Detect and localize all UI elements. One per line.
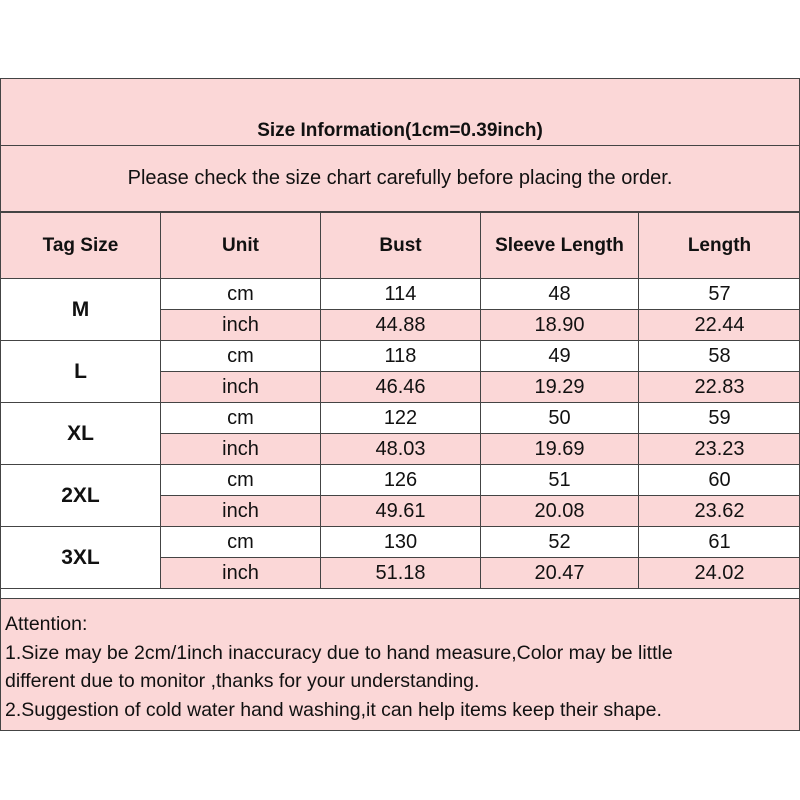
bust-cell: 118 (321, 341, 481, 372)
length-cell: 22.44 (639, 310, 800, 341)
bust-cell: 130 (321, 527, 481, 558)
unit-cell: inch (161, 558, 321, 589)
bust-cell: 46.46 (321, 372, 481, 403)
chart-title: Size Information(1cm=0.39inch) (257, 120, 543, 141)
note-line: 2.Suggestion of cold water hand washing,it can help items keep their shape. (5, 698, 662, 721)
bust-cell: 48.03 (321, 434, 481, 465)
bust-cell: 49.61 (321, 496, 481, 527)
sleeve-length-cell: 18.90 (481, 310, 639, 341)
sleeve-length-cell: 48 (481, 279, 639, 310)
size-table (0, 212, 800, 589)
attention-heading: Attention: (5, 613, 88, 635)
sleeve-length-cell: 20.47 (481, 558, 639, 589)
column-header-length: Length (639, 213, 800, 279)
chart-subtitle: Please check the size chart carefully before placing the order. (127, 167, 673, 189)
tag-size-cell: M (1, 279, 161, 341)
length-cell: 61 (639, 527, 800, 558)
bust-cell: 51.18 (321, 558, 481, 589)
tag-size-cell: 2XL (1, 465, 161, 527)
unit-cell: inch (161, 310, 321, 341)
table-row (1, 279, 800, 310)
bust-cell: 122 (321, 403, 481, 434)
table-row (1, 341, 800, 372)
size-chart (0, 78, 800, 589)
length-cell: 57 (639, 279, 800, 310)
bust-cell: 126 (321, 465, 481, 496)
unit-cell: inch (161, 434, 321, 465)
sleeve-length-cell: 19.69 (481, 434, 639, 465)
unit-cell: cm (161, 341, 321, 372)
table-row (1, 527, 800, 558)
column-header-sleeve-length: Sleeve Length (481, 213, 639, 279)
unit-cell: cm (161, 465, 321, 496)
table-row (1, 403, 800, 434)
unit-cell: cm (161, 527, 321, 558)
length-cell: 23.62 (639, 496, 800, 527)
unit-cell: cm (161, 279, 321, 310)
note-line: different due to monitor ,thanks for your understanding. (5, 670, 480, 692)
unit-cell: inch (161, 496, 321, 527)
table-header-row (1, 213, 800, 279)
sleeve-length-cell: 20.08 (481, 496, 639, 527)
column-header-bust: Bust (321, 213, 481, 279)
length-cell: 58 (639, 341, 800, 372)
column-header-tag-size: Tag Size (1, 213, 161, 279)
bust-cell: 114 (321, 279, 481, 310)
tag-size-cell: XL (1, 403, 161, 465)
table-row (1, 465, 800, 496)
sleeve-length-cell: 49 (481, 341, 639, 372)
chart-title-row (0, 79, 800, 146)
tag-size-cell: 3XL (1, 527, 161, 589)
column-header-unit: Unit (161, 213, 321, 279)
sleeve-length-cell: 52 (481, 527, 639, 558)
length-cell: 60 (639, 465, 800, 496)
sleeve-length-cell: 51 (481, 465, 639, 496)
attention-notes (0, 598, 800, 731)
length-cell: 23.23 (639, 434, 800, 465)
bust-cell: 44.88 (321, 310, 481, 341)
length-cell: 22.83 (639, 372, 800, 403)
chart-subtitle-row (0, 146, 800, 212)
tag-size-cell: L (1, 341, 161, 403)
length-cell: 24.02 (639, 558, 800, 589)
sleeve-length-cell: 50 (481, 403, 639, 434)
unit-cell: inch (161, 372, 321, 403)
unit-cell: cm (161, 403, 321, 434)
note-line: 1.Size may be 2cm/1inch inaccuracy due to hand measure,Color may be little (5, 641, 673, 664)
sleeve-length-cell: 19.29 (481, 372, 639, 403)
length-cell: 59 (639, 403, 800, 434)
